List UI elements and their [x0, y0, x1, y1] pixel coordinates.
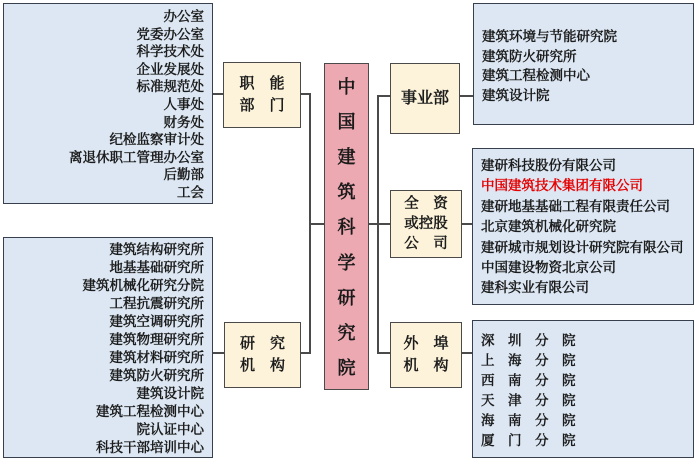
connector-line [213, 352, 224, 354]
institution-item: 工程抗震研究所 [109, 296, 204, 311]
branch-offices-list [472, 320, 694, 458]
subsidiary-item: 建研城市规划设计研究院有限公司 [481, 239, 684, 255]
institution-item: 地基基础研究所 [109, 260, 204, 275]
functional-departments-list [3, 3, 213, 204]
institution-item: 科技干部培训中心 [96, 440, 204, 455]
department-item: 企业发展处 [136, 61, 204, 77]
root-title-char: 国 [337, 112, 356, 133]
subsidiaries-list [472, 148, 694, 305]
connector-line [213, 93, 223, 95]
label-line: 公 司 [404, 236, 448, 252]
connector-line [460, 95, 473, 97]
subsidiary-item: 北京建筑机械化研究院 [481, 219, 616, 235]
connector-line [377, 95, 379, 354]
connector-line [377, 352, 390, 354]
branch-item: 天 津 分 院 [481, 393, 576, 408]
department-item: 办公室 [163, 9, 204, 24]
department-item: 科学技术处 [136, 44, 204, 60]
label-line: 或控股 [404, 216, 448, 232]
business-division-list [473, 3, 694, 125]
institution-item: 建筑结构研究所 [109, 242, 204, 257]
division-item: 建筑设计院 [482, 87, 550, 103]
branch-item: 海 南 分 院 [481, 413, 576, 428]
department-item: 纪检监察审计处 [109, 132, 204, 148]
institution-item: 建筑机械化研究分院 [82, 278, 204, 293]
connector-line [462, 352, 472, 354]
root-title-char: 院 [337, 357, 356, 378]
root-organization-box [324, 63, 369, 390]
institution-item: 院认证中心 [136, 422, 204, 437]
label-line: 研 究 [239, 335, 285, 352]
subsidiary-item: 中国建设物资北京公司 [481, 260, 616, 276]
department-item: 标准规范处 [136, 79, 204, 95]
connector-line [309, 223, 324, 225]
label-line: 机 构 [403, 357, 449, 374]
research-institutions-list [3, 237, 213, 458]
connector-line [300, 352, 311, 354]
root-title-char: 学 [337, 252, 356, 273]
division-item: 建筑防火研究所 [482, 48, 577, 64]
institution-item: 建筑空调研究所 [109, 314, 204, 329]
subsidiary-item: 建研地基基础工程有限责任公司 [481, 198, 670, 214]
research-institutions-label-box [224, 322, 301, 388]
institution-item: 建筑材料研究所 [109, 350, 204, 365]
department-item: 离退休职工管理办公室 [69, 149, 204, 165]
connector-line [377, 95, 390, 97]
label-line: 外 埠 [403, 335, 449, 352]
connector-line [462, 223, 472, 225]
subsidiary-item: 建科实业有限公司 [481, 280, 589, 296]
root-title-char: 中 [337, 77, 356, 98]
subsidiary-item: 中国建筑技术集团有限公司 [481, 178, 643, 194]
institution-item: 建筑物理研究所 [109, 332, 204, 347]
department-item: 党委办公室 [136, 26, 204, 42]
root-title-char: 研 [337, 287, 356, 308]
label-line: 机 构 [239, 357, 285, 374]
root-title-char: 究 [337, 322, 356, 343]
branch-offices-label-box [390, 322, 462, 388]
department-item: 后勤部 [163, 167, 204, 183]
branch-item: 西 南 分 院 [481, 373, 576, 388]
branch-item: 厦 门 分 院 [481, 433, 576, 448]
institution-item: 建筑防火研究所 [109, 368, 204, 383]
branch-item: 深 圳 分 院 [481, 333, 576, 348]
functional-departments-label-box [223, 62, 301, 128]
department-item: 财务处 [163, 114, 204, 130]
subsidiaries-label-box [390, 190, 462, 258]
branch-item: 上 海 分 院 [481, 353, 576, 368]
root-title-char: 科 [337, 217, 356, 238]
business-division-label: 事业部 [400, 89, 449, 107]
connector-line [368, 223, 390, 225]
division-item: 建筑工程检测中心 [482, 68, 590, 83]
label-line: 职 能 [239, 75, 285, 92]
root-title-char: 筑 [337, 182, 356, 203]
label-line: 全 资 [404, 196, 448, 212]
business-division-label-box [390, 63, 460, 134]
root-title-char: 建 [337, 147, 356, 168]
label-line: 部 门 [239, 97, 285, 114]
division-item: 建筑环境与节能研究院 [482, 29, 617, 44]
department-item: 人事处 [163, 96, 204, 112]
institution-item: 建筑工程检测中心 [96, 404, 204, 419]
subsidiary-item: 建研科技股份有限公司 [481, 158, 616, 173]
institution-item: 建筑设计院 [136, 386, 204, 401]
department-item: 工会 [177, 184, 204, 200]
